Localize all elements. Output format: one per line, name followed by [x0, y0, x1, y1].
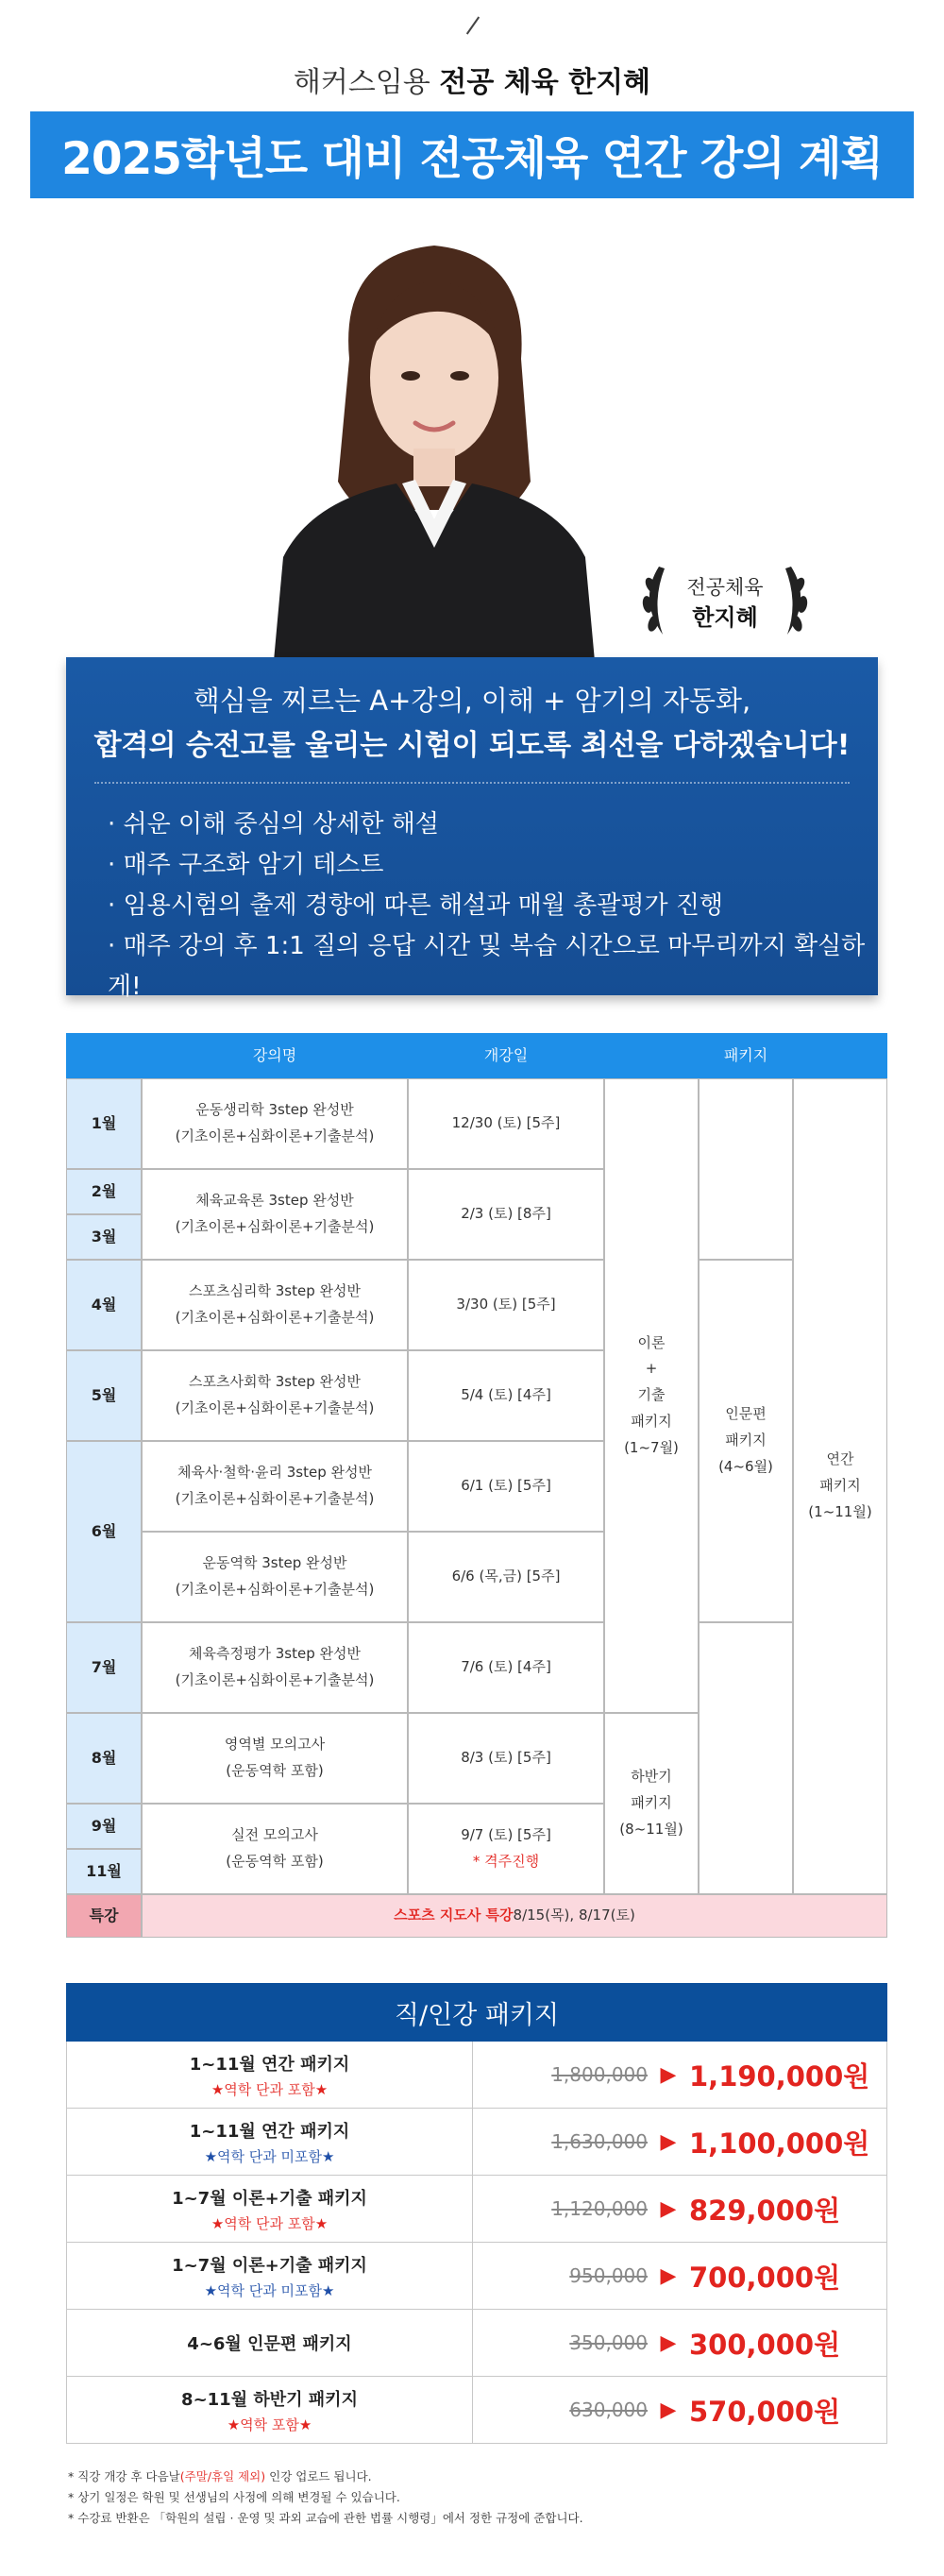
package-name: 1~7월 이론+기출 패키지 — [172, 2188, 367, 2209]
package-empty — [699, 1622, 793, 1894]
package-sub: ★역학 단과 포함★ — [211, 2080, 329, 2098]
original-price: 1,630,000 — [551, 2130, 648, 2153]
header-start: 개강일 — [408, 1033, 604, 1078]
start-date: 2/3 (토) [8주] — [408, 1169, 604, 1260]
brand-instructor: 전공 체육 한지혜 — [439, 66, 651, 99]
course-cell — [142, 1260, 408, 1350]
package-name: 8~11월 하반기 패키지 — [181, 2389, 358, 2410]
course-sub: (기초이론+심화이론+기출분석) — [175, 1671, 375, 1688]
course-name: 스포츠심리학 3step 완성반 — [189, 1282, 361, 1300]
package-name-cell — [67, 2109, 473, 2175]
month-cell: 3월 — [66, 1214, 142, 1260]
course-cell — [142, 1350, 408, 1441]
footnotes — [68, 2466, 583, 2529]
arrow-right-icon: ▶ — [660, 2398, 677, 2422]
start-date: 6/1 (토) [5주] — [408, 1441, 604, 1532]
start-date: 12/30 (토) [5주] — [408, 1078, 604, 1169]
course-cell — [142, 1532, 408, 1622]
pkg-line: + — [645, 1360, 658, 1378]
decorative-slash — [466, 16, 480, 34]
price-cell — [473, 2377, 888, 2443]
package-empty — [699, 1078, 793, 1260]
original-price: 630,000 — [569, 2398, 648, 2421]
instructor-laurel-badge — [631, 557, 819, 642]
pkg-line: 패키지 — [819, 1477, 861, 1495]
month-cell: 9월 — [66, 1804, 142, 1849]
price-row — [66, 2377, 887, 2444]
price-cell — [473, 2042, 888, 2108]
pitch-bullet: · 매주 강의 후 1:1 질의 응답 시간 및 복습 시간으로 마무리까지 확실하게! — [108, 932, 866, 1001]
sale-price: 700,000원 — [689, 2261, 841, 2294]
price-row — [66, 2243, 887, 2310]
arrow-right-icon: ▶ — [660, 2129, 677, 2154]
biweekly-note: * 격주진행 — [472, 1853, 540, 1870]
package-humanities — [699, 1260, 793, 1622]
sale-price: 1,190,000원 — [689, 2059, 870, 2093]
start-date-text: 9/7 (토) [5주] — [461, 1826, 551, 1844]
arrow-right-icon: ▶ — [660, 2062, 677, 2087]
pkg-line: (1~11월) — [808, 1502, 872, 1520]
package-name: 1~11월 연간 패키지 — [189, 2121, 350, 2142]
start-date: 7/6 (토) [4주] — [408, 1622, 604, 1713]
pkg-line: 이론 — [637, 1333, 666, 1351]
start-date: 8/3 (토) [5주] — [408, 1713, 604, 1804]
price-row — [66, 2042, 887, 2109]
original-price: 1,800,000 — [551, 2063, 648, 2086]
laurel-name: 한지혜 — [692, 604, 758, 631]
course-cell — [142, 1169, 408, 1260]
package-name-cell — [67, 2243, 473, 2309]
pitch-line-1: 핵심을 찌르는 A+강의, 이해 + 암기의 자동화, — [193, 685, 751, 717]
instructor-photo — [274, 236, 595, 661]
package-name-cell — [67, 2310, 473, 2376]
pitch-bullet: · 쉬운 이해 중심의 상세한 해설 — [108, 810, 439, 839]
course-cell — [142, 1713, 408, 1804]
start-date: 5/4 (토) [4주] — [408, 1350, 604, 1441]
package-sub: ★역학 단과 미포함★ — [204, 2147, 335, 2165]
course-sub: (기초이론+심화이론+기출분석) — [175, 1399, 375, 1416]
brand-prefix: 해커스임용 — [293, 66, 440, 99]
course-sub: (운동역학 포함) — [226, 1762, 324, 1779]
pitch-bullet: · 매주 구조화 암기 테스트 — [108, 851, 384, 879]
arrow-right-icon: ▶ — [660, 2196, 677, 2221]
price-row — [66, 2176, 887, 2243]
start-date: 3/30 (토) [5주] — [408, 1260, 604, 1350]
course-sub: (기초이론+심화이론+기출분석) — [175, 1309, 375, 1326]
header-month-blank — [66, 1033, 142, 1078]
pkg-line: 하반기 — [631, 1768, 672, 1786]
start-date — [408, 1804, 604, 1894]
original-price: 950,000 — [569, 2264, 648, 2287]
package-name: 1~7월 이론+기출 패키지 — [172, 2255, 367, 2276]
course-cell — [142, 1804, 408, 1894]
course-name: 스포츠사회학 3step 완성반 — [189, 1373, 361, 1391]
sale-price: 300,000원 — [689, 2328, 841, 2361]
pkg-line: 기출 — [637, 1386, 666, 1404]
pkg-line: (1~7월) — [624, 1438, 679, 1456]
brand-line — [0, 59, 944, 100]
package-annual — [793, 1078, 887, 1894]
month-cell: 6월 — [66, 1441, 142, 1622]
pitch-bullets — [108, 805, 878, 1001]
price-cell — [473, 2310, 888, 2376]
course-name: 실전 모의고사 — [231, 1826, 318, 1844]
pkg-line: 인문편 — [725, 1405, 767, 1423]
original-price: 1,120,000 — [551, 2197, 648, 2220]
special-label: 특강 — [66, 1894, 142, 1938]
course-sub: (기초이론+심화이론+기출분석) — [175, 1218, 375, 1235]
pkg-line: (8~11월) — [619, 1820, 683, 1838]
package-name-cell — [67, 2042, 473, 2108]
original-price: 350,000 — [569, 2331, 648, 2354]
pkg-line: 패키지 — [725, 1432, 767, 1449]
price-table — [66, 1983, 887, 2444]
package-theory — [604, 1078, 699, 1713]
price-title: 직/인강 패키지 — [66, 1983, 887, 2042]
sale-price: 570,000원 — [689, 2395, 841, 2428]
package-name: 1~11월 연간 패키지 — [189, 2054, 350, 2075]
laurel-subject: 전공체육 — [686, 576, 764, 599]
course-cell — [142, 1078, 408, 1169]
course-name: 체육교육론 3step 완성반 — [195, 1192, 354, 1210]
course-cell — [142, 1441, 408, 1532]
header-course: 강의명 — [142, 1033, 408, 1078]
arrow-right-icon: ▶ — [660, 2330, 677, 2355]
month-cell: 8월 — [66, 1713, 142, 1804]
note-1 — [68, 2466, 583, 2487]
pkg-line: 패키지 — [631, 1794, 672, 1812]
price-row — [66, 2109, 887, 2176]
special-name: 스포츠 지도사 특강 — [394, 1907, 514, 1924]
package-sub: ★역학 단과 포함★ — [211, 2214, 329, 2232]
package-second-half — [604, 1713, 699, 1894]
course-cell — [142, 1622, 408, 1713]
price-row — [66, 2310, 887, 2377]
course-name: 영역별 모의고사 — [224, 1736, 326, 1754]
pitch-line-2: 합격의 승전고를 울리는 시험이 되도록 최선을 다하겠습니다! — [93, 729, 851, 762]
note-text: * 직강 개강 후 다음날 — [68, 2469, 180, 2483]
course-name: 체육측정평가 3step 완성반 — [189, 1645, 361, 1663]
course-sub: (기초이론+심화이론+기출분석) — [175, 1127, 375, 1144]
package-sub: ★역학 포함★ — [227, 2415, 312, 2433]
note-2: * 상기 일정은 학원 및 선생님의 사정에 의해 변경될 수 있습니다. — [68, 2490, 400, 2504]
package-sub: ★역학 단과 미포함★ — [204, 2281, 335, 2299]
package-name: 4~6월 인문편 패키지 — [187, 2334, 352, 2354]
price-cell — [473, 2176, 888, 2242]
month-cell: 2월 — [66, 1169, 142, 1214]
package-name-cell — [67, 2377, 473, 2443]
course-name: 운동역학 3step 완성반 — [202, 1554, 347, 1572]
course-name: 체육사·철학·윤리 3step 완성반 — [177, 1464, 372, 1482]
pitch-box — [66, 657, 878, 1001]
start-date: 6/6 (목,금) [5주] — [408, 1532, 604, 1622]
pkg-line: (4~6월) — [718, 1457, 773, 1475]
month-cell: 7월 — [66, 1622, 142, 1713]
package-name-cell — [67, 2176, 473, 2242]
month-cell: 11월 — [66, 1849, 142, 1894]
course-sub: (기초이론+심화이론+기출분석) — [175, 1581, 375, 1598]
price-cell — [473, 2109, 888, 2175]
arrow-right-icon: ▶ — [660, 2263, 677, 2288]
course-sub: (기초이론+심화이론+기출분석) — [175, 1490, 375, 1507]
page-title-banner: 2025학년도 대비 전공체육 연간 강의 계획 — [30, 111, 914, 198]
special-dates: 8/15(목), 8/17(토) — [513, 1907, 635, 1924]
dotted-divider — [94, 782, 850, 784]
pkg-line: 패키지 — [631, 1412, 672, 1430]
pkg-line: 연간 — [826, 1450, 854, 1468]
month-cell: 4월 — [66, 1260, 142, 1350]
month-cell: 1월 — [66, 1078, 142, 1169]
special-row — [142, 1894, 887, 1938]
sale-price: 1,100,000원 — [689, 2127, 870, 2160]
month-cell: 5월 — [66, 1350, 142, 1441]
price-cell — [473, 2243, 888, 2309]
note-text: 인강 업로드 됩니다. — [265, 2469, 372, 2483]
pitch-bullet: · 임용시험의 출제 경향에 따른 해설과 매월 총괄평가 진행 — [108, 891, 724, 920]
course-sub: (운동역학 포함) — [226, 1853, 324, 1870]
note-highlight: (주말/휴일 제외) — [179, 2469, 266, 2483]
course-name: 운동생리학 3step 완성반 — [195, 1101, 354, 1119]
note-3: * 수강료 반환은 「학원의 설립 · 운영 및 과외 교습에 관한 법률 시행령」에서 정한 규정에 준합니다. — [68, 2511, 583, 2525]
sale-price: 829,000원 — [689, 2194, 841, 2227]
schedule-table — [66, 1033, 887, 1938]
header-package: 패키지 — [604, 1033, 887, 1078]
